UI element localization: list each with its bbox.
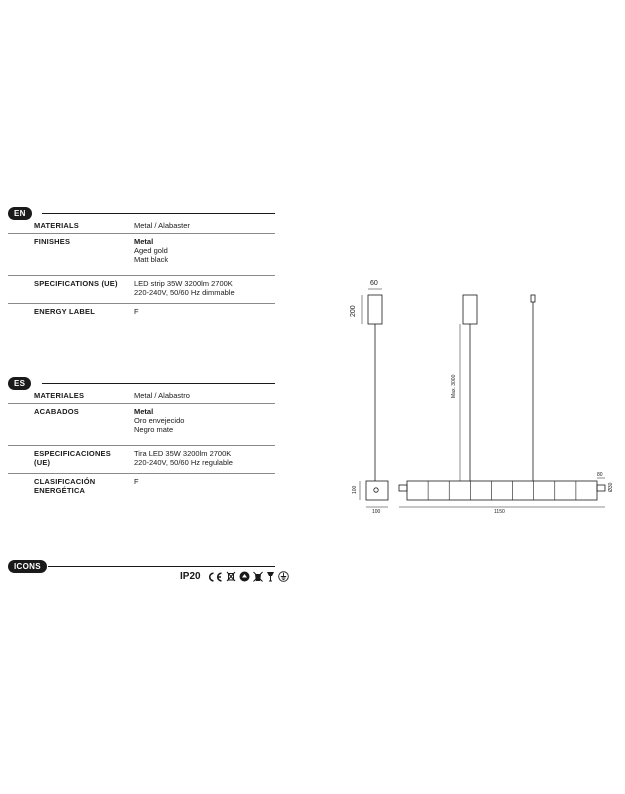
- es-acabados-value-1: Metal: [134, 407, 154, 416]
- ip-rating: IP20: [180, 571, 201, 582]
- en-finishes-value-1: Metal: [134, 237, 154, 246]
- en-energy-value: F: [134, 307, 139, 316]
- left-canopy: [368, 295, 382, 324]
- icons-tag: ICONS: [8, 560, 47, 573]
- main-canopy: [463, 295, 477, 324]
- en-specifications-value-1: LED strip 35W 3200lm 2700K: [134, 279, 233, 288]
- es-materiales-value: Metal / Alabastro: [134, 391, 190, 400]
- dim-end-w: 80: [597, 472, 603, 478]
- bar-end-left: [399, 485, 407, 491]
- es-acabados-value-3: Negro mate: [134, 425, 174, 434]
- dim-end-d: Ø30: [608, 482, 614, 492]
- es-especificaciones-label-2: (UE): [34, 458, 51, 467]
- left-base: [366, 481, 388, 500]
- left-base-hole: [374, 488, 378, 492]
- dim-base-w: 100: [372, 509, 381, 515]
- en-tag: EN: [8, 207, 32, 220]
- es-especificaciones-value-2: 220-240V, 50/60 Hz regulable: [134, 458, 233, 467]
- es-especificaciones-value-1: Tira LED 35W 3200lm 2700K: [134, 449, 232, 458]
- lamp-bar: [407, 481, 597, 500]
- bar-end-right: [597, 485, 605, 491]
- es-clasificacion-label-2: ENERGÉTICA: [34, 486, 86, 495]
- dim-canopy-h: 200: [350, 305, 357, 317]
- es-especificaciones-label: ESPECIFICACIONES: [34, 449, 111, 458]
- es-tag: ES: [8, 377, 31, 390]
- en-materials-label: MATERIALS: [34, 221, 79, 230]
- es-acabados-label: ACABADOS: [34, 407, 79, 416]
- dim-total-l: 1150: [494, 509, 505, 515]
- es-clasificacion-value: F: [134, 477, 139, 486]
- en-materials-value: Metal / Alabaster: [134, 221, 190, 230]
- es-clasificacion-label: CLASIFICACIÓN: [34, 477, 96, 486]
- dim-cable-max: Max. 3000: [451, 374, 457, 398]
- en-specifications-value-2: 220-240V, 50/60 Hz dimmable: [134, 288, 235, 297]
- es-materiales-label: MATERIALES: [34, 391, 85, 400]
- en-specifications-label: SPECIFICATIONS (UE): [34, 279, 118, 288]
- es-acabados-value-2: Oro envejecido: [134, 416, 185, 425]
- right-canopy: [531, 295, 535, 302]
- en-energy-label: ENERGY LABEL: [34, 307, 96, 316]
- dim-canopy-w: 60: [370, 280, 378, 287]
- en-finishes-label: FINISHES: [34, 237, 71, 246]
- en-finishes-value-2: Aged gold: [134, 246, 168, 255]
- en-finishes-value-3: Matt black: [134, 255, 169, 264]
- bar-segments: [428, 481, 576, 500]
- dim-base-h: 100: [352, 485, 358, 494]
